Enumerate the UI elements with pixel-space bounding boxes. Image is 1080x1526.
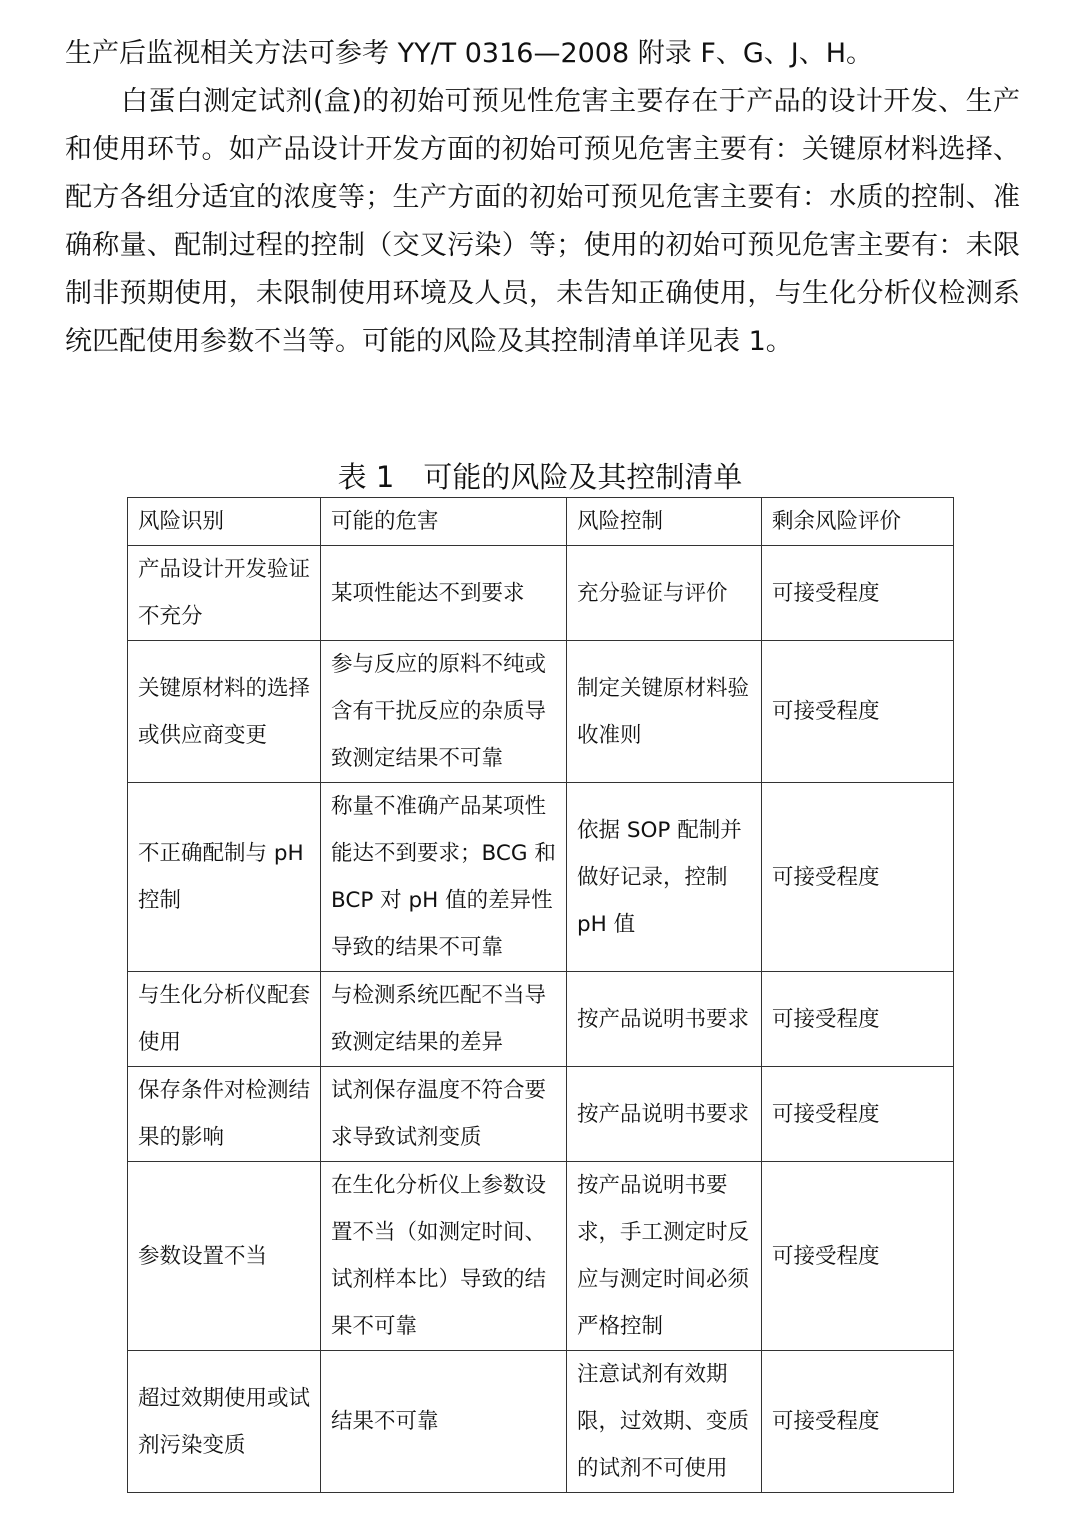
cell-risk-control: 充分验证与评价 [567,546,762,641]
header-risk-identification: 风险识别 [128,498,321,546]
cell-residual-risk: 可接受程度 [762,641,954,783]
cell-possible-hazard: 某项性能达不到要求 [321,546,567,641]
cell-risk-control: 按产品说明书要求 [567,972,762,1067]
table-row [128,1162,954,1351]
cell-possible-hazard: 结果不可靠 [321,1351,567,1493]
header-possible-hazard: 可能的危害 [321,498,567,546]
table-row [128,1067,954,1162]
cell-risk-identification: 产品设计开发验证不充分 [128,546,321,641]
cell-risk-identification: 超过效期使用或试剂污染变质 [128,1351,321,1493]
cell-risk-control: 制定关键原材料验收准则 [567,641,762,783]
cell-risk-identification: 关键原材料的选择或供应商变更 [128,641,321,783]
table-caption: 表 1 可能的风险及其控制清单 [337,460,743,494]
cell-possible-hazard: 称量不准确产品某项性能达不到要求；BCG 和 BCP 对 pH 值的差异性导致的结果不可靠 [321,783,567,972]
table-header-row [128,498,954,546]
table-row [128,1351,954,1493]
cell-risk-identification: 参数设置不当 [128,1162,321,1351]
cell-residual-risk: 可接受程度 [762,1351,954,1493]
cell-risk-control: 按产品说明书要求，手工测定时反应与测定时间必须严格控制 [567,1162,762,1351]
risk-control-table [127,497,954,1493]
cell-residual-risk: 可接受程度 [762,972,954,1067]
paragraph-hazard-description: 白蛋白测定试剂(盒)的初始可预见性危害主要存在于产品的设计开发、生产和使用环节。如产品设计开发方面的初始可预见危害主要有：关键原材料选择、配方各组分适宜的浓度等；生产方面的初始可预见危害主要有：水质的控制、准确称量、配制过程的控制（交叉污染）等；使用的初始可预见危害主要有：未限制非预期使用，未限制使用环境及人员，未告知正确使用，与生化分析仪检测系统匹配使用参数不当等。可能的风险及其控制清单详见表 1。 [65,86,1020,357]
cell-risk-identification: 保存条件对检测结果的影响 [128,1067,321,1162]
header-risk-control: 风险控制 [567,498,762,546]
cell-risk-identification: 与生化分析仪配套使用 [128,972,321,1067]
cell-possible-hazard: 试剂保存温度不符合要求导致试剂变质 [321,1067,567,1162]
table-row [128,783,954,972]
cell-risk-identification: 不正确配制与 pH 控制 [128,783,321,972]
body-text [65,30,1020,366]
cell-residual-risk: 可接受程度 [762,546,954,641]
cell-residual-risk: 可接受程度 [762,783,954,972]
cell-possible-hazard: 与检测系统匹配不当导致测定结果的差异 [321,972,567,1067]
cell-risk-control: 按产品说明书要求 [567,1067,762,1162]
cell-possible-hazard: 在生化分析仪上参数设置不当（如测定时间、试剂样本比）导致的结果不可靠 [321,1162,567,1351]
cell-risk-control: 依据 SOP 配制并做好记录，控制 pH 值 [567,783,762,972]
cell-residual-risk: 可接受程度 [762,1067,954,1162]
table-row [128,546,954,641]
paragraph-postmarket-reference: 生产后监视相关方法可参考 YY/T 0316—2008 附录 F、G、J、H。 [65,38,874,69]
header-residual-risk: 剩余风险评价 [762,498,954,546]
cell-possible-hazard: 参与反应的原料不纯或含有干扰反应的杂质导致测定结果不可靠 [321,641,567,783]
cell-risk-control: 注意试剂有效期限，过效期、变质的试剂不可使用 [567,1351,762,1493]
table-row [128,972,954,1067]
table-row [128,641,954,783]
cell-residual-risk: 可接受程度 [762,1162,954,1351]
